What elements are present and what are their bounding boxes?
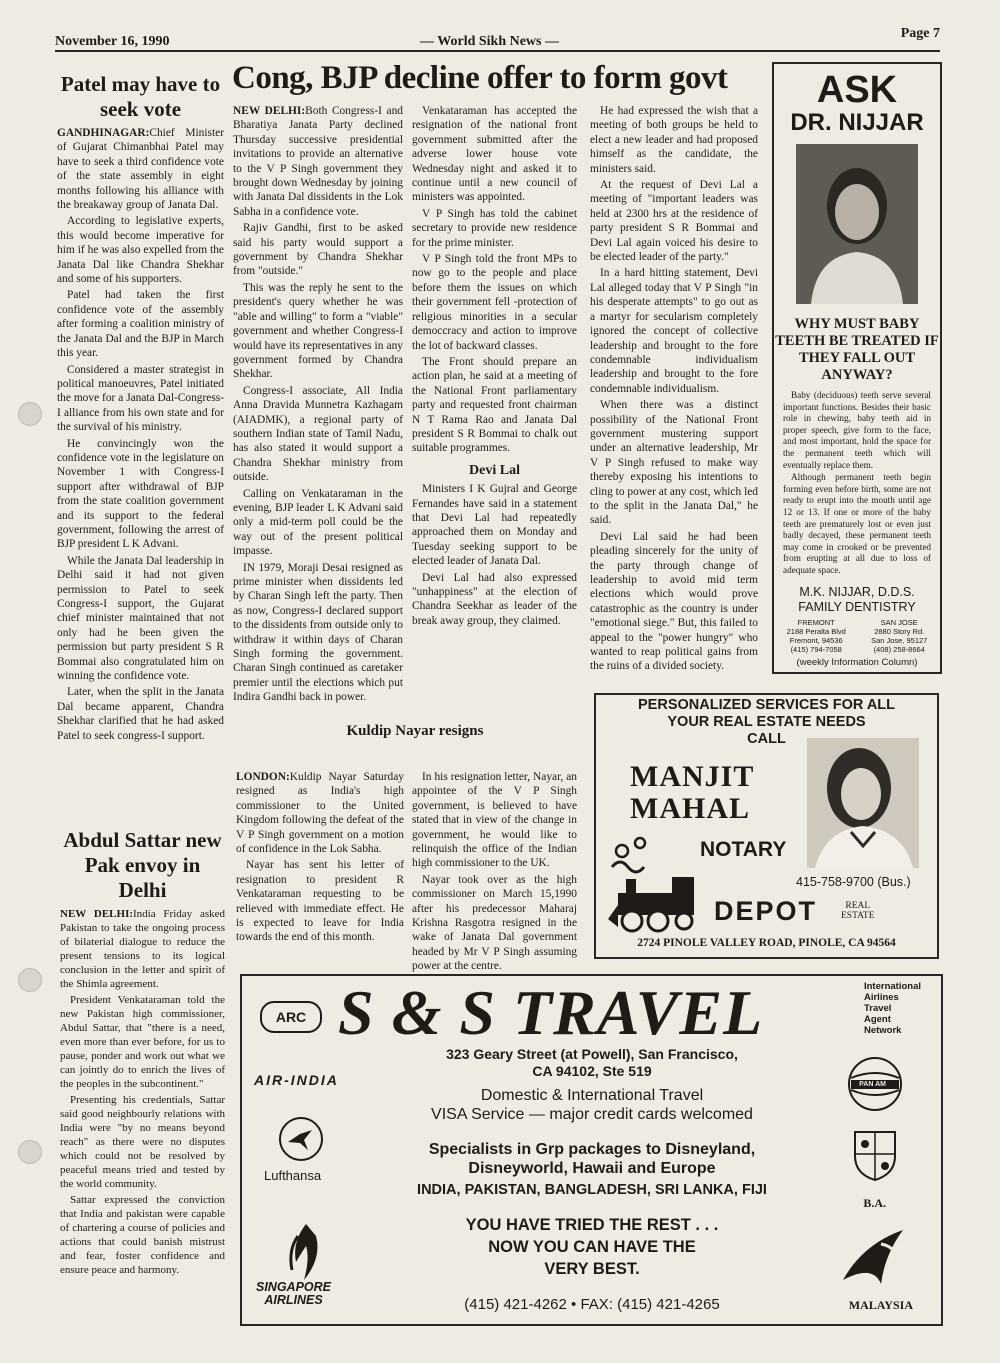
kuldip-article-col1 [236, 770, 404, 947]
agent-portrait-icon [807, 738, 919, 868]
travel-services: Domestic & International Travel VISA Service — major credit cards welcomed [431, 1087, 753, 1123]
devi-lal-subhead: Devi Lal [469, 462, 520, 478]
travel-agency-name: S & S TRAVEL [338, 977, 764, 1048]
iatan-logo-text: International Airlines Travel Agent Network [863, 981, 921, 1036]
dentist-name: M.K. NIJJAR, D.D.S. FAMILY DENTISTRY [774, 585, 940, 615]
sattar-headline: Abdul Sattar new Pak envoy in Delhi [63, 828, 222, 902]
article-paragraph: President Venkataraman told the new Pakistan high commissioner, Abdul Sattar, that "there is a need, even more than ever before, for us to pause, ponder and work out what we can jointly do to enrich the lives of the peoples in the subcontinent." [60, 994, 225, 1090]
article-paragraph: IN 1979, Moraji Desai resigned as prime minister when dissidents led by Charan Singh left the party. Then as now, Congress-I declared support to the dissidents from outside only to withdraw it within days of Charan Singh forming the government. Charan Singh continued as caretaker premier until the elections which put Indira Gandhi back in power. [233, 561, 403, 704]
newspaper-name: — World Sikh News — [420, 34, 559, 49]
article-paragraph: This was the reply he sent to the president's query whether he was "able and willing" to form a "viable" government and whether Congress-I would have its representatives in any government formed by Chandra Shekhar. [233, 281, 403, 381]
depot-logo: DEPOT [714, 896, 818, 926]
train-engine-icon [602, 827, 712, 937]
column-paragraph: Although permanent teeth begin forming even before birth, some are not ready to erupt into the mouth until age 12 or 13. If one or more of the baby teeth are prematurely lost or even just badly decayed, these permanent teeth may come in crooked or be prevented from erupting at all due to loss of adequate space. [783, 472, 931, 575]
british-airways-crest-icon [849, 1126, 901, 1182]
office-san-jose: SAN JOSE 2880 Story Rd. San Jose, 95127 (408) 258-8664 [871, 617, 928, 654]
page-header [55, 22, 940, 49]
article-paragraph: NEW DELHI:India Friday asked Pakistan to take the ongoing process of bilaterial dialogue to reduce the present tensions to its logical conclusion in the letter and spirit of the Shimla agreement. [60, 908, 225, 990]
main-article-col2 [412, 104, 577, 630]
doctor-portrait-icon [796, 144, 918, 304]
sattar-article [60, 828, 225, 1279]
column-text [774, 384, 940, 577]
article-paragraph: Venkataraman has accepted the resignation of the national front government submitted after the adverse lower house vote Wednesday night and asked it to continue until a new council of ministers was appointed. [412, 105, 577, 204]
article-paragraph: Patel had taken the first confidence vote of the assembly after forming a coalition ministry of the Janata Dal and the BJP in March this year. [57, 289, 224, 360]
article-paragraph: Presenting his credentials, Sattar said good neighbourly relations with India were "by no means beyond reach" as there were no disputes which could not be resolved by peaceful means tried and tested by the world community. [60, 1094, 225, 1190]
dr-name-title: DR. NIJJAR [790, 109, 924, 136]
travel-address: 323 Geary Street (at Powell), San Francisco, CA 94102, Ste 519 [446, 1046, 738, 1079]
kuldip-article-col2 [412, 770, 577, 976]
article-paragraph: Nayar took over as the high commissioner on March 15,1990 after his predecessor Maharaj Krishna Rasgotra resigned in the wake of Janata Dal government headed by Mr V P Singh assuming power at the centre. [412, 873, 577, 973]
article-paragraph: V P Singh told the front MPs to now go to the people and place before them the issues on which their government fell -protection of religious minorities in a secular democcracy and action to improve the lot of backward classes. [412, 253, 577, 352]
article-paragraph: Later, when the split in the Janata Dal became apparent, Chandra Shekhar clarified that he had asked Patel to seek congress-I support. [57, 686, 224, 742]
page-number: Page 7 [900, 26, 940, 41]
binder-hole [18, 1140, 42, 1164]
article-paragraph: Nayar has sent his letter of resignation to president R Venkataraman requesting to be relieved with immediate effect. He is expected to leave for India towards the end of this month. [236, 859, 404, 944]
singapore-bird-icon [282, 1222, 330, 1282]
article-paragraph: While the Janata Dal leadership in Delhi said it had not given permission to Patel to seek Congress-I support, the Gujarat chief minister maintained that not only had he been given the permission but party president S R Bommai also congratulated him on winning the confidence vote. [57, 554, 224, 683]
article-paragraph: The Front should prepare an action plan, he said at a meeting of the National Front parliamentary party and requested front chairman N T Rama Rao and Janata Dal president S R Bommai to chalk out suitable programmes. [412, 355, 577, 455]
travel-contact: (415) 421-4262 • FAX: (415) 421-4265 [464, 1296, 720, 1313]
pan-am-logo: PAN AM [859, 1081, 886, 1088]
article-paragraph: He had expressed the wish that a meeting of both groups be held to elect a new leader and had proposed himself as the candidate, the ministers said. [590, 105, 758, 175]
practice-name: FAMILY DENTISTRY [798, 599, 916, 614]
agent-name: MANJIT MAHAL [630, 760, 755, 825]
article-paragraph: He convincingly won the confidence vote in the legislature on November 1 with Congress-I support after withdrawal of BJP from the state coalition government and its support to the federal government, following the arrest of BJP president L K Advani. [57, 437, 224, 551]
article-paragraph: LONDON:Kuldip Nayar Saturday resigned as India's high commissioner to the United Kingdom following the defeat of the V P Singh government on a motion of confidence in the Lok Sabha. [236, 771, 404, 856]
article-paragraph: When there was a distinct possibility of the National Front government mustering support under an alternative leadership, Mr V P Singh refused to make way thereby exposing his intentions to cling to power at any cost, which led to the split in the Janata Dal," he said. [590, 399, 758, 527]
agent-photo [807, 738, 919, 868]
article-paragraph: Ministers I K Gujral and George Fernandes have said in a statement that Devi Lal had repeatedly approached them on Monday and Tuesday seeking support to be elected leader of Janata Dal. [412, 483, 577, 568]
realty-address: 2724 PINOLE VALLEY ROAD, PINOLE, CA 94564 [637, 937, 896, 949]
ask-dr-nijjar-box [772, 62, 942, 674]
patel-article [57, 72, 224, 745]
article-paragraph: Sattar expressed the conviction that India and pakistan were capable of chartering a course of policies and actions that could banish mistrust and fear, foster confidence and ensure peace and harmony. [60, 1194, 225, 1276]
office-locations [774, 618, 940, 654]
patel-headline: Patel may have to seek vote [60, 72, 221, 121]
travel-packages: Specialists in Grp packages to Disneyland, Disneyworld, Hawaii and Europe [428, 1141, 756, 1177]
realty-tagline: PERSONALIZED SERVICES FOR ALL YOUR REAL ESTATE NEEDS CALL [638, 697, 895, 747]
article-paragraph: Calling on Venkataraman in the evening, BJP leader L K Advani said only a mid-term poll could be the way out of the present political impasse. [233, 487, 403, 558]
article-paragraph: Devi Lal said he had been pleading sincerely for the unity of the party through change of leadership to avoid mid term elections which would prove catastrophic as the country is under "emotional siege." But, this failed to appeal to the "power hungry" who wanted to reap political gains from the ruins of a divided society. [590, 530, 758, 673]
article-paragraph: Considered a master strategist in political manoeuvres, Patel initiated the move for a Janata Dal-Congress-I alliance from his own state and for the survival of his ministry. [57, 363, 224, 434]
article-paragraph: According to legislative experts, this would become imperative for him if he was also expelled from the Janata Dal like Chandra Shekhar and some of his supporters. [57, 215, 224, 286]
main-article-col1 [233, 104, 403, 707]
article-paragraph: Rajiv Gandhi, first to be asked said his party would support a government by Chandra Shekhar from "outside." [233, 222, 403, 278]
travel-countries: INDIA, PAKISTAN, BANGLADESH, SRI LANKA, FIJI [417, 1182, 767, 1198]
main-article-col3 [590, 104, 758, 676]
lufthansa-crane-icon [278, 1116, 324, 1162]
main-headline: Cong, BJP decline offer to form govt [232, 60, 728, 96]
article-paragraph: Congress-I associate, All India Anna Dravida Munnetra Kazhagam (AIADMK), a regional party of southern Indian state of Tamil Nadu, has also stated it would support a Chandra Shekhar ministry from outside. [233, 384, 403, 484]
office-fremont: FREMONT 2188 Peralta Blvd Fremont, 94536 (415) 794-7058 [786, 617, 846, 654]
column-question: WHY MUST BABY TEETH BE TREATED IF THEY FALL OUT ANYWAY? [775, 316, 939, 383]
article-paragraph: At the request of Devi Lal a meeting of "important leaders was held at 2300 hrs at the residence of party president S R Bommai and Devi Lal again voiced his desire to be elected leader of the party." [590, 179, 758, 264]
malaysia-airlines-logo: MALAYSIA [848, 1298, 913, 1312]
article-paragraph: NEW DELHI:Both Congress-I and Bharatiya Janata Party declined Thursday successive presidential invitations to provide an alternative to the V P Singh government they brought down Wednesday by joining with Janata Dal dissidents in the Lok Sabha in a confidence vote. [233, 105, 403, 218]
article-paragraph: In his resignation letter, Nayar, an appointee of the V P Singh government, is believed to have stated that in view of the change in government, he would like to relinquish the office of the Indian high commissioner to the UK. [412, 771, 577, 870]
realty-phone: 415-758-9700 (Bus.) [796, 875, 911, 889]
binder-hole [18, 402, 42, 426]
notary-label: NOTARY [700, 838, 787, 861]
real-estate-ad [594, 693, 939, 959]
tagline: YOU HAVE TRIED THE REST . . . NOW YOU CAN HAVE THE VERY BEST. [465, 1216, 719, 1278]
malaysia-airlines-kite-icon [833, 1224, 913, 1290]
header-rule [55, 50, 940, 52]
air-india-logo: AIR-INDIA [254, 1072, 339, 1088]
travel-ad [240, 974, 943, 1326]
binder-hole [18, 968, 42, 992]
article-paragraph: GANDHINAGAR:Chief Minister of Gujarat Chimanbhai Patel may have to seek a third confidence vote of the state assembly in eight months following his alliance with the breakaway group of Janata Dal. [57, 127, 224, 212]
kuldip-headline: Kuldip Nayar resigns [346, 723, 484, 739]
lufthansa-logo: Lufthansa [264, 1168, 322, 1183]
issue-date: November 16, 1990 [55, 34, 170, 49]
article-paragraph: V P Singh has told the cabinet secretary to provide new residence for the prime minister. [412, 207, 577, 249]
british-airways-logo: B.A. [863, 1196, 886, 1210]
ask-title: ASK [816, 69, 898, 111]
article-paragraph: Devi Lal had also expressed "unhappiness" at the election of Chandra Seekhar as leader of the break away group, they claimed. [412, 571, 577, 627]
real-estate-logo-text: REAL ESTATE [841, 901, 875, 921]
doctor-photo [796, 144, 918, 304]
singapore-airlines-logo: SINGAPORE AIRLINES [256, 1280, 332, 1307]
arc-logo: ARC [260, 1001, 322, 1033]
column-paragraph: Baby (deciduous) teeth serve several important functions. Besides their basic role in chewing, baby teeth aid in proper speech, give form to the face, and most important, hold the space for the permanent teeth which will eventually replace them. [783, 390, 931, 470]
article-paragraph: In a hard hitting statement, Devi Lal alleged today that V P Singh "in his desperate attempts" to go out as a martyr for secularism completely ignored the concept of collective leadership and brought to the fore condemnable individualism leadership and brought to the fore condemnable individualism. [590, 267, 758, 395]
weekly-note: (weekly Information Column) [796, 656, 918, 668]
